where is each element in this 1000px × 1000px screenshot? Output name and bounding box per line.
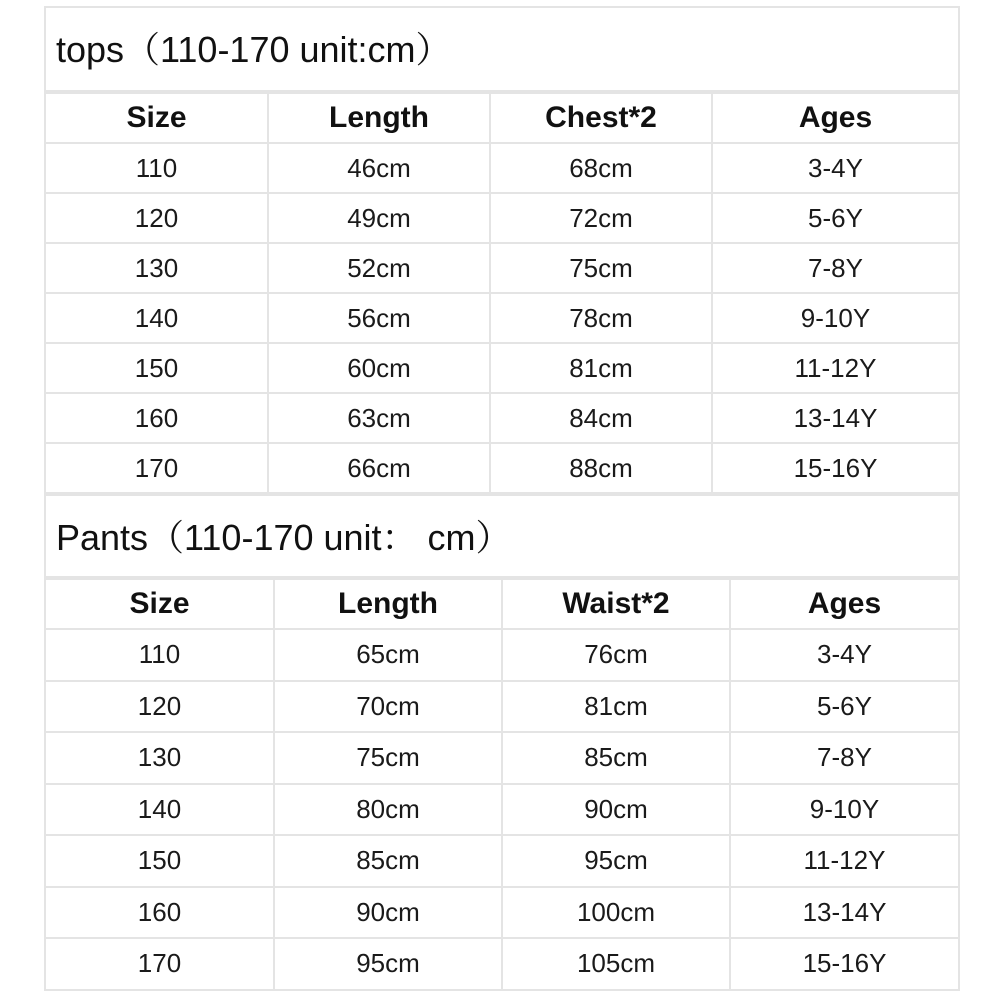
waist-cell: 105cm [502,938,730,990]
table-row [46,193,958,243]
column-header-chest: Chest*2 [490,93,712,143]
table-header-row [46,579,958,629]
column-header-length: Length [274,579,502,629]
table-row [46,887,958,939]
column-header-length: Length [268,93,490,143]
size-cell: 160 [46,393,268,443]
size-cell: 120 [46,193,268,243]
chest-cell: 81cm [490,343,712,393]
column-header-size: Size [46,579,274,629]
length-cell: 49cm [268,193,490,243]
table-row [46,835,958,887]
waist-cell: 95cm [502,835,730,887]
size-cell: 130 [46,243,268,293]
length-cell: 63cm [268,393,490,443]
size-cell: 170 [46,938,274,990]
column-header-ages: Ages [730,579,958,629]
column-header-ages: Ages [712,93,958,143]
length-cell: 70cm [274,681,502,733]
table-row [46,343,958,393]
table-row [46,293,958,343]
length-cell: 46cm [268,143,490,193]
length-cell: 80cm [274,784,502,836]
ages-cell: 5-6Y [730,681,958,733]
table-row [46,732,958,784]
length-cell: 56cm [268,293,490,343]
table-row [46,243,958,293]
ages-cell: 9-10Y [712,293,958,343]
table-row [46,143,958,193]
ages-cell: 15-16Y [712,443,958,493]
size-cell: 110 [46,143,268,193]
size-cell: 130 [46,732,274,784]
size-cell: 120 [46,681,274,733]
tops-section-title: tops（110-170 unit:cm） [46,8,958,92]
chest-cell: 88cm [490,443,712,493]
size-cell: 110 [46,629,274,681]
length-cell: 65cm [274,629,502,681]
size-cell: 140 [46,293,268,343]
ages-cell: 3-4Y [712,143,958,193]
ages-cell: 13-14Y [730,887,958,939]
ages-cell: 7-8Y [712,243,958,293]
chest-cell: 72cm [490,193,712,243]
size-cell: 150 [46,343,268,393]
column-header-size: Size [46,93,268,143]
ages-cell: 11-12Y [712,343,958,393]
ages-cell: 15-16Y [730,938,958,990]
size-cell: 140 [46,784,274,836]
table-row [46,443,958,493]
length-cell: 95cm [274,938,502,990]
ages-cell: 7-8Y [730,732,958,784]
pants-size-table [46,578,958,991]
table-row [46,629,958,681]
table-row [46,938,958,990]
chest-cell: 68cm [490,143,712,193]
length-cell: 75cm [274,732,502,784]
table-row [46,681,958,733]
waist-cell: 76cm [502,629,730,681]
ages-cell: 5-6Y [712,193,958,243]
size-cell: 170 [46,443,268,493]
ages-cell: 13-14Y [712,393,958,443]
waist-cell: 85cm [502,732,730,784]
length-cell: 90cm [274,887,502,939]
ages-cell: 11-12Y [730,835,958,887]
table-row [46,393,958,443]
ages-cell: 3-4Y [730,629,958,681]
chest-cell: 75cm [490,243,712,293]
ages-cell: 9-10Y [730,784,958,836]
waist-cell: 81cm [502,681,730,733]
length-cell: 60cm [268,343,490,393]
length-cell: 85cm [274,835,502,887]
chest-cell: 84cm [490,393,712,443]
pants-section-title: Pants（110-170 unit： cm） [46,494,958,578]
length-cell: 52cm [268,243,490,293]
tops-size-table [46,92,958,494]
column-header-waist: Waist*2 [502,579,730,629]
waist-cell: 100cm [502,887,730,939]
table-row [46,784,958,836]
size-chart-sheet [44,6,960,991]
length-cell: 66cm [268,443,490,493]
size-cell: 160 [46,887,274,939]
chest-cell: 78cm [490,293,712,343]
size-cell: 150 [46,835,274,887]
table-header-row [46,93,958,143]
waist-cell: 90cm [502,784,730,836]
